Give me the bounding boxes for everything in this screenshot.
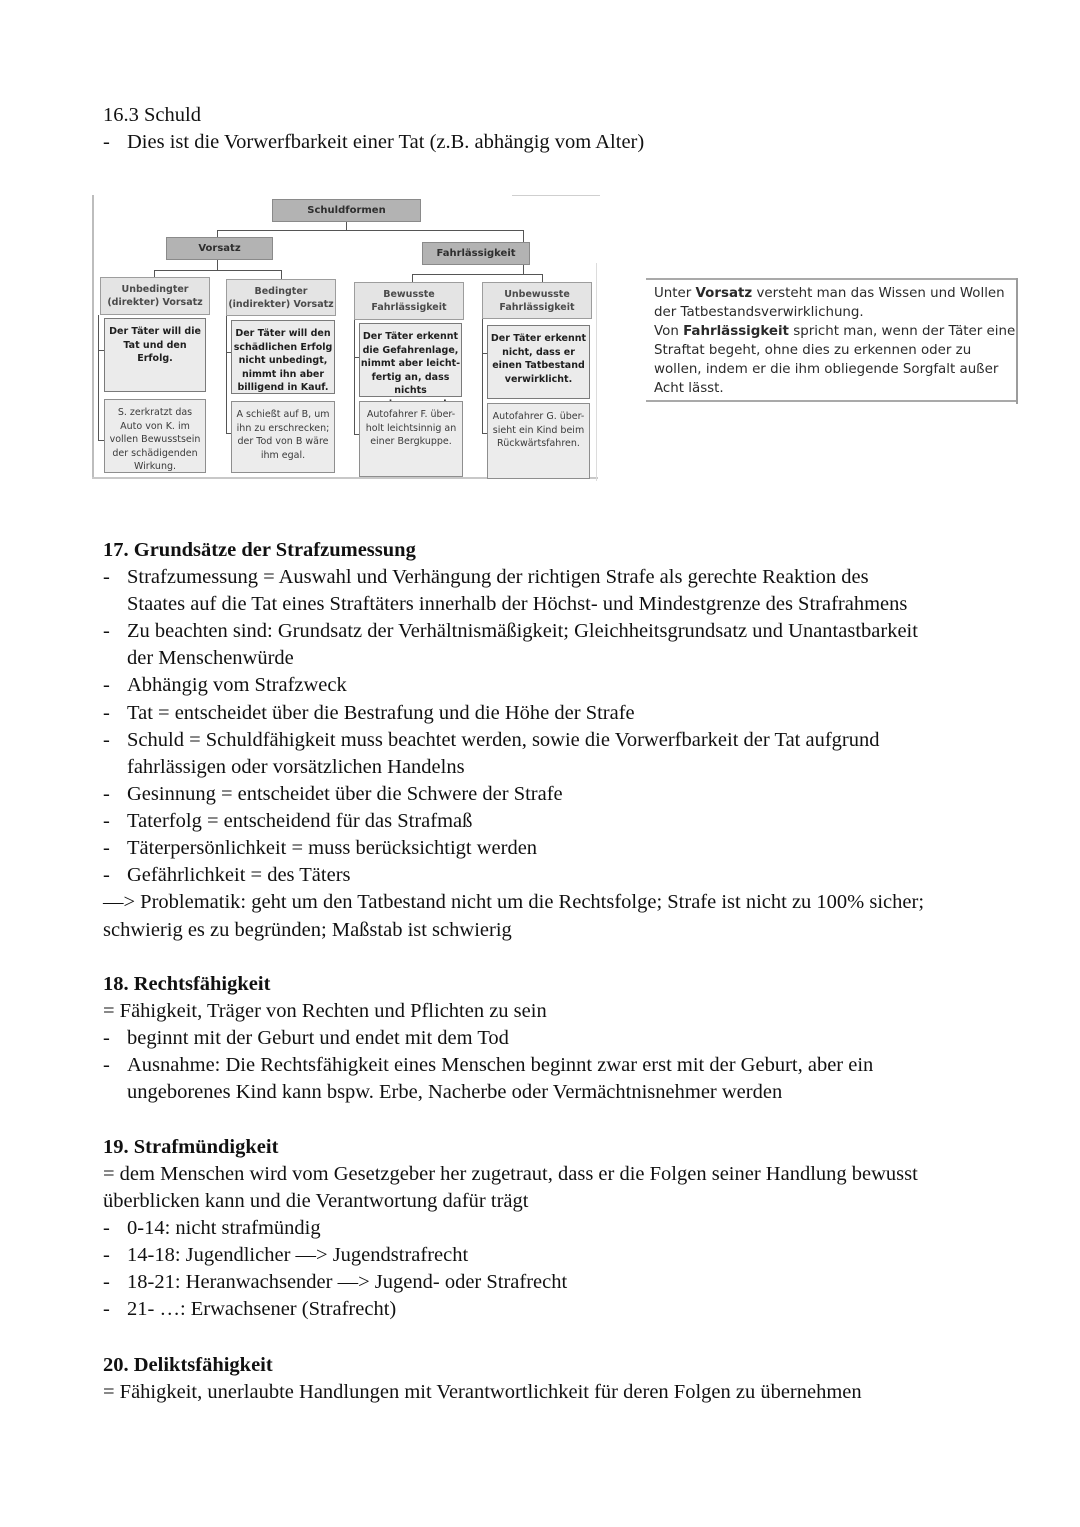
diagram-node-vorsatz: Vorsatz — [166, 237, 273, 260]
section-20-title: 20. Deliktsfähigkeit — [103, 1354, 273, 1376]
diagram-node-bewusste-fahrlaessigkeit: Bewusste Fahrlässigkeit — [354, 282, 464, 320]
section-19-definition: = dem Menschen wird vom Gesetzgeber her zugetraut, dass er die Folgen seiner Handlung bewusst — [103, 1163, 918, 1185]
section-16-3-title: 16.3 Schuld — [103, 104, 201, 126]
definition-infobox — [646, 278, 1018, 404]
diagram-frame-top — [512, 195, 600, 196]
diagram-example-bedingter-vorsatz: A schießt auf B, um ihn zu erschrecken; der Tod von B wäre ihm egal. — [231, 401, 335, 473]
diagram-definition-unbewusste-fahrlaessigkeit: Der Täter erkennt nicht, dass er einen Tatbestand verwirklicht. — [487, 325, 590, 399]
diagram-node-fahrlaessigkeit: Fahrlässigkeit — [422, 242, 530, 265]
section-19-definition-continuation: überblicken kann und die Verantwortung dafür trägt — [103, 1190, 529, 1212]
diagram-frame-right — [596, 263, 597, 481]
section-19-title: 19. Strafmündigkeit — [103, 1136, 279, 1158]
schuldformen-diagram — [92, 193, 600, 485]
bullet-dash: - — [103, 131, 110, 153]
diagram-frame-left — [92, 195, 94, 477]
section-20-definition: = Fähigkeit, unerlaubte Handlungen mit Verantwortlichkeit für deren Folgen zu übernehmen — [103, 1381, 862, 1403]
diagram-node-unbewusste-fahrlaessigkeit: Unbewusste Fahrlässigkeit — [482, 282, 592, 319]
section-18-definition: = Fähigkeit, Träger von Rechten und Pflichten zu sein — [103, 1000, 547, 1022]
section-18-title: 18. Rechtsfähigkeit — [103, 973, 271, 995]
diagram-root-schuldformen: Schuldformen — [272, 199, 421, 222]
section-17-note-continuation: schwierig es zu begründen; Maßstab ist schwierig — [103, 919, 512, 941]
diagram-definition-bewusste-fahrlaessigkeit: Der Täter erkennt die Gefahrenlage, nimmt aber leicht- fertig an, dass nichts — [359, 323, 462, 397]
section-17-title: 17. Grundsätze der Strafzumessung — [103, 539, 416, 561]
diagram-example-bewusste-fahrlaessigkeit: Autofahrer F. über- holt leichtsinnig an einer Bergkuppe. — [359, 401, 463, 477]
diagram-example-unbedingter-vorsatz: S. zerkratzt das Auto von K. im vollen Bewusstsein der schädigenden Wirkung. — [104, 399, 206, 473]
diagram-definition-bedingter-vorsatz: Der Täter will den schädlichen Erfolg nicht unbedingt, nimmt ihn aber billigend in Kauf. — [231, 320, 335, 394]
diagram-definition-unbedingter-vorsatz: Der Täter will die Tat und den Erfolg. — [104, 318, 206, 392]
infobox-vorsatz-definition: Unter Vorsatz versteht man das Wissen und Wollen der Tatbestandsverwirklichung. — [654, 286, 1005, 320]
diagram-example-unbewusste-fahrlaessigkeit: Autofahrer G. über- sieht ein Kind beim Rückwärtsfahren. — [487, 403, 590, 479]
diagram-node-bedingter-vorsatz: Bedingter (indirekter) Vorsatz — [226, 279, 336, 316]
infobox-fahrlaessigkeit-definition: Von Fahrlässigkeit spricht man, wenn der Täter eine Straftat begeht, ohne dies zu erkennen oder zu wollen, indem er die ihm obliegende Sorgfalt außer Acht lässt. — [654, 324, 1016, 396]
section-17-note: —> Problematik: geht um den Tatbestand nicht um die Rechtsfolge; Strafe ist nicht zu 100% sicher; — [103, 891, 925, 913]
diagram-node-unbedingter-vorsatz: Unbedingter (direkter) Vorsatz — [100, 277, 210, 315]
